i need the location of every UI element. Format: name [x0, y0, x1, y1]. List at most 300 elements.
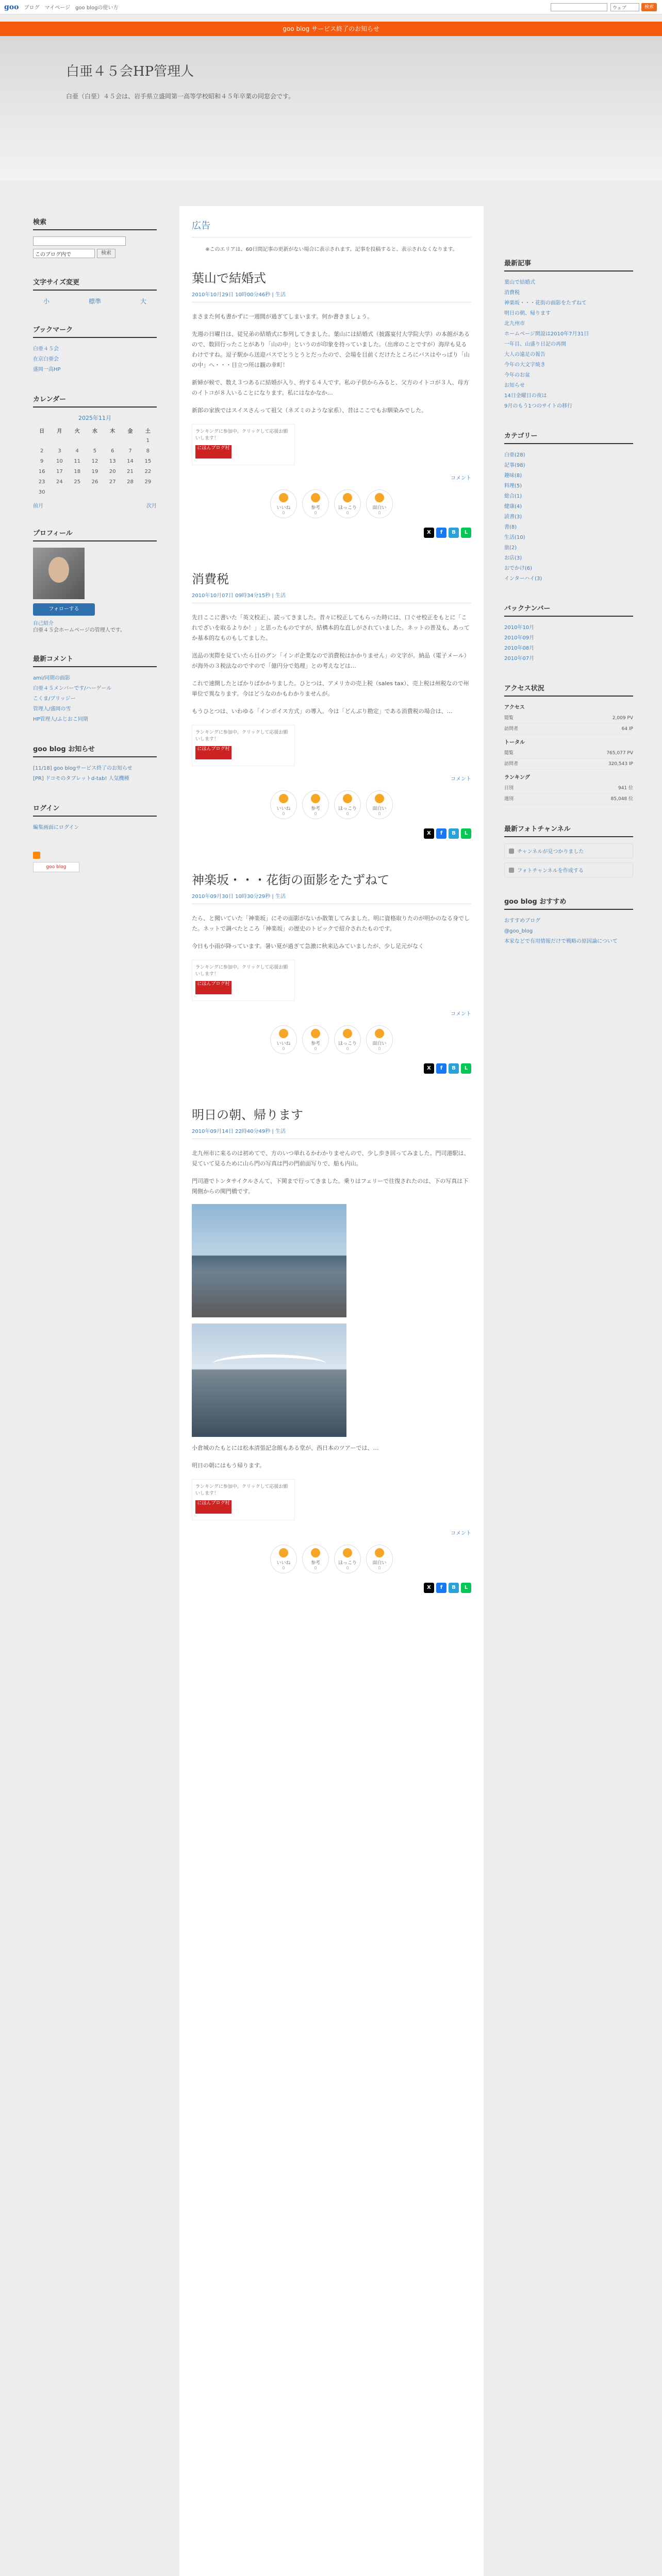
access-value: 765,077 PV [606, 751, 633, 756]
top-nav-blog[interactable]: ブログ [24, 5, 40, 11]
blog-post [192, 870, 471, 1074]
bookmark-link[interactable]: 白亜４５会 [33, 346, 59, 352]
blog-search-button[interactable]: 検索 [97, 249, 115, 258]
access-label: 日別 [504, 786, 514, 791]
calendar-day[interactable]: 9 [40, 458, 44, 464]
calendar-month: 2025年11月 [78, 415, 111, 421]
ranking-banner[interactable] [192, 725, 295, 766]
reaction-icon [375, 1029, 384, 1038]
reaction-icon [279, 493, 288, 502]
category-link[interactable]: 旅(2) [504, 545, 517, 551]
reaction-count: 0 [282, 510, 285, 515]
calendar-widget [33, 394, 157, 509]
search-heading: 検索 [33, 216, 157, 230]
calendar-day[interactable]: 8 [146, 448, 150, 454]
recommend-item[interactable]: 本家などで有用情報だけで戦略の原因論について [504, 939, 618, 944]
reaction-button[interactable] [334, 1025, 361, 1054]
reaction-count: 0 [282, 1046, 285, 1051]
post-photo[interactable] [192, 1204, 346, 1317]
access-heading: アクセス状況 [504, 683, 633, 697]
post-paragraph: これで速開したとばかりぱかかりました。ひとつは、アメリカの売上税（sales tax）、売上税は州税なので州単位で異なります。今はどうなのかもわかりませんが。 [192, 680, 469, 697]
reaction-label: 参考 [310, 1041, 320, 1046]
ranking-banner[interactable] [192, 960, 295, 1001]
recent-post-link[interactable]: 今年のお盆 [504, 372, 530, 378]
photochannel-label: チャンネルが見つかりました [517, 849, 584, 855]
reaction-count: 0 [346, 1046, 349, 1051]
reaction-icon [343, 794, 352, 803]
reaction-label: ほっこり [338, 806, 357, 811]
reaction-label: ほっこり [338, 1041, 357, 1046]
recommend-item[interactable]: おすすめブログ [504, 918, 541, 924]
calendar-weekday: 日 [39, 428, 45, 434]
post-paragraph: 今日も小雨が降っています。暑い夏が過ぎて急激に秋来込みていましたが、少し足元がなく [192, 943, 424, 950]
post-paragraph: もうひとつは、いわゆる「インボイス方式」の導入。今は「どんぶり勘定」である消費税の場合は、… [192, 708, 453, 715]
recent-heading: 最新記事 [504, 258, 633, 272]
post-meta[interactable]: 2010年10月29日 10時00分46秒 | 生活 [192, 290, 471, 302]
comment-link[interactable]: コメント [451, 476, 471, 481]
calendar-weekday: 月 [57, 428, 62, 434]
fontsize-heading: 文字サイズ変更 [33, 277, 157, 291]
reaction-label: 面白い [372, 806, 387, 811]
comment-link[interactable]: コメント [451, 1531, 471, 1536]
calendar-day[interactable]: 1 [146, 437, 150, 444]
reaction-button[interactable] [334, 489, 361, 518]
access-value: 85,048 位 [610, 796, 633, 802]
reaction-button[interactable] [366, 489, 393, 518]
backnumber-heading: バックナンバー [504, 603, 633, 617]
goo-notice-item[interactable]: [11/18] goo blogサービス終了のお知らせ [33, 766, 133, 771]
access-label: 閲覧 [504, 751, 514, 756]
recent-post-link[interactable]: ホームページ開設は2010年7月31日 [504, 331, 589, 337]
top-search-button[interactable]: 検索 [641, 3, 657, 11]
reaction-icon [375, 493, 384, 502]
share-icon[interactable]: L [461, 828, 471, 839]
comment-item[interactable]: こくま/ブリッジー [33, 696, 76, 702]
photochannel-widget [504, 823, 633, 877]
bookmark-widget [33, 324, 157, 375]
search-widget [33, 216, 157, 258]
blog-title[interactable]: 白亜４５会HP管理人 [66, 64, 194, 79]
access-value: 320,543 IP [608, 761, 633, 767]
photochannel-item[interactable] [504, 843, 633, 858]
calendar-day[interactable]: 21 [127, 468, 134, 474]
reaction-row [192, 790, 471, 819]
goo-blog-badge[interactable]: goo blog [33, 862, 79, 872]
reaction-button[interactable] [366, 790, 393, 819]
access-sub3: ランキング [504, 775, 530, 781]
reaction-count: 0 [378, 811, 381, 816]
reaction-icon [343, 1548, 352, 1557]
share-icon[interactable]: f [436, 1583, 446, 1593]
post-title[interactable]: 神楽坂・・・花街の面影をたずねて [192, 873, 390, 887]
camera-icon [509, 849, 514, 854]
calendar-day [69, 487, 86, 497]
backnumber-link[interactable]: 2010年09月 [504, 635, 535, 641]
calendar-day[interactable]: 4 [75, 448, 79, 454]
goo-logo[interactable]: goo [4, 3, 19, 11]
post-paragraph: 新郎の家族ではスイスさんって祖父（ネズミのような家系）、昔はここでもお馴染みでした。 [192, 407, 427, 414]
ranking-badge[interactable]: にほんブログ村 [195, 746, 231, 759]
category-link[interactable]: 趣味(8) [504, 473, 522, 479]
comment-item[interactable]: 白亜４５メンバーです/ハーゲール [33, 686, 112, 691]
reaction-icon [343, 1029, 352, 1038]
bookmark-link[interactable]: 在京白亜会 [33, 357, 59, 362]
calendar-table [33, 425, 157, 497]
recent-post-link[interactable]: 明日の朝、帰ります [504, 311, 551, 316]
share-icon[interactable]: f [436, 828, 446, 839]
top-nav-mypage[interactable]: マイページ [44, 5, 71, 11]
calendar-day[interactable]: 6 [111, 448, 114, 454]
access-sub2: トータル [504, 740, 525, 745]
calendar-day [121, 487, 139, 497]
ranking-text: ランキングに参加中。クリックして応援お願いします！ [195, 965, 288, 977]
calendar-day[interactable]: 27 [109, 479, 116, 485]
reaction-icon [311, 1029, 320, 1038]
calendar-day[interactable]: 22 [144, 468, 152, 474]
reaction-label: いいね [276, 806, 291, 811]
avatar[interactable] [33, 548, 85, 599]
share-icon[interactable]: L [461, 1063, 471, 1074]
fontsize-widget [33, 277, 157, 306]
follow-button[interactable]: フォローする [33, 603, 95, 616]
reaction-label: 面白い [372, 1560, 387, 1566]
share-row [192, 828, 471, 839]
top-search-select[interactable]: ウェブ [610, 3, 639, 11]
calendar-weekday: 金 [127, 428, 133, 434]
calendar-day[interactable]: 2 [40, 448, 44, 454]
post-paragraph: 送品の実際を見ていたら目のグン「インボ企業なので消費税はかかりません」の文字が。納品（電子メール）が海外の３税法なのですので「億円分で処理」との考えなどは… [192, 652, 470, 669]
reaction-count: 0 [378, 1046, 381, 1051]
reaction-count: 0 [282, 811, 285, 816]
reaction-count: 0 [314, 811, 317, 816]
reaction-icon [279, 1548, 288, 1557]
reaction-count: 0 [378, 510, 381, 515]
access-sub1: アクセス [504, 705, 525, 710]
photochannel-create[interactable] [504, 862, 633, 877]
fontsize-small[interactable]: 小 [43, 298, 50, 305]
calendar-day[interactable]: 20 [109, 468, 116, 474]
reaction-icon [343, 493, 352, 502]
share-icon[interactable]: X [424, 1063, 434, 1074]
reaction-count: 0 [346, 1565, 349, 1570]
reaction-button[interactable] [302, 1025, 329, 1054]
profile-heading: プロフィール [33, 528, 157, 541]
share-icon[interactable]: B [449, 1583, 459, 1593]
calendar-day [139, 487, 157, 497]
backnumber-link[interactable]: 2010年08月 [504, 646, 535, 651]
backnumber-widget [504, 603, 633, 664]
reaction-row [192, 1025, 471, 1054]
category-link[interactable]: 料理(5) [504, 483, 522, 489]
reaction-count: 0 [314, 1046, 317, 1051]
login-link[interactable]: 編集画面にログイン [33, 825, 79, 831]
access-label: 訪問者 [504, 726, 519, 732]
recent-post-link[interactable]: 大人の遠足の報告 [504, 352, 545, 358]
post-meta[interactable]: 2010年09月14日 22時40分49秒 | 生活 [192, 1127, 471, 1139]
reaction-button[interactable] [270, 790, 297, 819]
calendar-weekday: 土 [145, 428, 151, 434]
recent-post-link[interactable]: 葉山で結婚式 [504, 280, 535, 285]
calendar-day[interactable]: 24 [56, 479, 63, 485]
ranking-text: ランキングに参加中。クリックして応援お願いします！ [195, 730, 288, 742]
reaction-label: 参考 [310, 806, 320, 811]
camera-icon [509, 868, 514, 873]
backnumber-link[interactable]: 2010年07月 [504, 656, 535, 662]
ad-notice: ※このエリアは、60日間記事の更新がない場合に表示されます。記事を投稿すると、表示されなくなります。 [205, 247, 458, 252]
recent-post-link[interactable]: 9月のもう1つのサイトの移行 [504, 403, 573, 409]
category-link[interactable]: おでかけ(6) [504, 566, 533, 571]
recent-post-link[interactable]: 北九州市 [504, 321, 525, 327]
photochannel-create-label: フォトチャンネルを作成する [517, 868, 584, 874]
share-icon[interactable]: f [436, 1063, 446, 1074]
reaction-button[interactable] [270, 489, 297, 518]
recent-post-link[interactable]: 14日金曜日の夜は [504, 393, 547, 399]
share-icon[interactable]: X [424, 1583, 434, 1593]
right-sidebar [504, 258, 633, 965]
calendar-heading: カレンダー [33, 394, 157, 408]
recent-post-link[interactable]: お知らせ [504, 383, 525, 388]
comment-item[interactable]: HP管理人/ふじおこ同期 [33, 717, 88, 722]
calendar-day [104, 487, 121, 497]
ranking-banner[interactable] [192, 424, 295, 465]
recent-post-link[interactable]: 神楽坂・・・花街の面影をたずねて [504, 300, 587, 306]
post-title[interactable]: 葉山で結婚式 [192, 271, 266, 285]
share-icon[interactable]: X [424, 828, 434, 839]
comment-link[interactable]: コメント [451, 1011, 471, 1017]
calendar-prev[interactable]: 前月 [33, 503, 43, 509]
comment-item[interactable]: ami/同期の面影 [33, 675, 71, 681]
reaction-label: 面白い [372, 505, 387, 511]
post-paragraph: まさまた何も書かずに一週間が過ぎてしまいます。何か書きましょう。 [192, 313, 373, 320]
share-icon[interactable]: f [436, 528, 446, 538]
calendar-day[interactable]: 10 [56, 458, 63, 464]
calendar-day[interactable]: 3 [58, 448, 61, 454]
fontsize-normal[interactable]: 標準 [88, 298, 101, 305]
top-nav-howto[interactable]: goo blogの使い方 [75, 5, 119, 11]
post-paragraph: 先日ここに書いた「英文校正」、読ってきました。昔々に校正してもらった時には、口ぐせ校正をもとに「これでざいを取るよりか！」と思ったものですが、結構本的な直しがされていました。ネットの普及も、あってか基本的なものもしてました。 [192, 614, 470, 641]
post-paragraph: 先週の日曜日は、従兄弟の結婚式に参列してきました。葉山には結婚式（披露宴付大学院大学）の本館があるので、数回行ったことがあり「山の中」というのが印象を持っていました。（出席のことですが）海岸も見るわけですね。逗子駅から送迎バスでとうとうとだったので、会場を目前くだけたところにバスはやっぱり「山の中」へ・・・目立つ所は観の幸町！ [192, 331, 470, 368]
comments-heading: 最新コメント [33, 653, 157, 667]
calendar-day[interactable]: 23 [38, 479, 45, 485]
reaction-button[interactable] [302, 489, 329, 518]
reaction-button[interactable] [270, 1545, 297, 1573]
calendar-day[interactable]: 5 [93, 448, 97, 454]
ranking-text: ランキングに参加中。クリックして応援お願いします！ [195, 429, 288, 441]
left-sidebar [33, 216, 157, 872]
photochannel-heading: 最新フォトチャンネル [504, 823, 633, 837]
category-link[interactable]: 読書(3) [504, 514, 522, 520]
post-photo[interactable] [192, 1324, 346, 1437]
share-icon[interactable]: B [449, 1063, 459, 1074]
post-paragraph: 新婦が候で、数え３つあるに結婚が入り、約する４人です。私の子供からみると、父方のイトコが３人、母方のイトコが８人いることになります。私にはなかなか… [192, 379, 469, 396]
calendar-weekday: 水 [92, 428, 97, 434]
calendar-next[interactable]: 次月 [146, 503, 157, 509]
category-link[interactable]: 総合(1) [504, 494, 522, 499]
reaction-label: ほっこり [338, 1560, 357, 1566]
ranking-banner[interactable] [192, 1479, 295, 1520]
post-paragraph: 門司港でトンタサイクルさんて、下関まで行ってきました。乗りはフェリーで往復されたのは、下の写真は下関側からの関門橋です。 [192, 1178, 469, 1195]
reaction-count: 0 [346, 811, 349, 816]
share-icon[interactable]: L [461, 1583, 471, 1593]
calendar-day [69, 435, 86, 446]
profile-intro: 白亜４５会ホームページの管理人です。 [33, 628, 125, 633]
calendar-day[interactable]: 14 [127, 458, 134, 464]
access-widget [504, 683, 633, 805]
profile-name[interactable]: 自己紹介 [33, 621, 54, 626]
post-meta[interactable]: 2010年09月30日 10時30分29秒 | 生活 [192, 892, 471, 904]
recommend-item[interactable]: @goo_blog [504, 928, 533, 934]
share-icon[interactable]: B [449, 528, 459, 538]
calendar-day [86, 487, 104, 497]
reaction-label: いいね [276, 1041, 291, 1046]
reaction-label: ほっこり [338, 505, 357, 511]
reaction-button[interactable] [366, 1545, 393, 1573]
post-title[interactable]: 消費税 [192, 572, 229, 586]
category-link[interactable]: インターハイ(3) [504, 576, 542, 582]
calendar-day[interactable]: 26 [91, 479, 98, 485]
reaction-count: 0 [314, 510, 317, 515]
share-row [192, 528, 471, 538]
calendar-day[interactable]: 29 [144, 479, 152, 485]
calendar-day [121, 435, 139, 446]
post-paragraph: 小倉城のたもとには松本清張記念館もある堂が、西日本のツアーでは、… [192, 1445, 379, 1451]
reaction-row [192, 1545, 471, 1573]
access-label: 週別 [504, 796, 514, 802]
reaction-icon [279, 1029, 288, 1038]
post-title[interactable]: 明日の朝、帰ります [192, 1108, 303, 1122]
reaction-label: 参考 [310, 1560, 320, 1566]
reaction-label: いいね [276, 1560, 291, 1566]
comment-item[interactable]: 管理人/盛岡の雪 [33, 706, 71, 712]
rss-icon[interactable] [33, 852, 40, 859]
share-row [192, 1583, 471, 1593]
category-link[interactable]: 白亜(28) [504, 452, 525, 458]
backnumber-link[interactable]: 2010年10月 [504, 625, 535, 631]
ranking-badge[interactable]: にほんブログ村 [195, 1500, 231, 1514]
calendar-day[interactable]: 7 [128, 448, 132, 454]
post-meta[interactable]: 2010年10月07日 09時34分15秒 | 生活 [192, 591, 471, 603]
category-link[interactable]: 書(8) [504, 524, 517, 530]
ranking-badge[interactable]: にほんブログ村 [195, 445, 231, 459]
reaction-icon [311, 493, 320, 502]
calendar-day[interactable]: 13 [109, 458, 116, 464]
category-link[interactable]: 健康(4) [504, 504, 522, 510]
post-paragraph: たら、と聞いていた「神楽坂」にその面影がないか散策してみました。明に資格取りたのが明かのなる身でした。ネットで調べたところ「神楽坂」の歴史のトピックで紹介されたものです。 [192, 915, 470, 932]
bookmark-link[interactable]: 盛岡一高HP [33, 367, 61, 372]
access-label: 閲覧 [504, 716, 514, 721]
reaction-button[interactable] [302, 1545, 329, 1573]
comments-widget [33, 653, 157, 725]
recommend-heading: goo blog おすすめ [504, 896, 633, 910]
goo-notice-widget [33, 743, 157, 784]
calendar-day[interactable]: 25 [74, 479, 81, 485]
access-label: 訪問者 [504, 761, 519, 767]
blog-post [192, 569, 471, 839]
calendar-day [104, 435, 121, 446]
share-icon[interactable]: X [424, 528, 434, 538]
ranking-badge[interactable]: にほんブログ村 [195, 981, 231, 994]
reaction-button[interactable] [366, 1025, 393, 1054]
login-widget [33, 803, 157, 833]
reaction-label: いいね [276, 505, 291, 511]
share-icon[interactable]: L [461, 528, 471, 538]
calendar-day[interactable]: 15 [144, 458, 152, 464]
blog-post [192, 1105, 471, 1593]
reaction-label: 面白い [372, 1041, 387, 1046]
access-value: 64 IP [621, 726, 633, 732]
goo-notice-item[interactable]: [PR] ドコモのタブレットd-tab! 人気機種 [33, 776, 129, 782]
reaction-count: 0 [346, 510, 349, 515]
reaction-button[interactable] [334, 790, 361, 819]
reaction-button[interactable] [334, 1545, 361, 1573]
calendar-day[interactable]: 19 [91, 468, 98, 474]
category-link[interactable]: 記事(98) [504, 463, 525, 468]
category-widget [504, 430, 633, 584]
calendar-day [86, 435, 104, 446]
calendar-day[interactable]: 30 [38, 489, 45, 495]
post-paragraph: 北九州市に来るのは初めてで、方のいつ単れるかわかりませんので、少し歩き回ってみました。門司港駅は、見ていて見るために山ら門の写真は門の門前面写りで、船も内山。 [192, 1150, 470, 1167]
reaction-label: 参考 [310, 505, 320, 511]
reaction-icon [279, 794, 288, 803]
calendar-day[interactable]: 12 [91, 458, 98, 464]
recent-post-link[interactable]: 消費税 [504, 290, 520, 296]
post-paragraph: 明日の朝にはもう帰ります。 [192, 1462, 266, 1469]
share-row [192, 1063, 471, 1074]
ranking-text: ランキングに参加中。クリックして応援お願いします！ [195, 1484, 288, 1496]
calendar-day[interactable]: 17 [56, 468, 63, 474]
calendar-day[interactable]: 11 [74, 458, 81, 464]
access-value: 2,009 PV [612, 716, 633, 721]
profile-widget [33, 528, 157, 635]
reaction-count: 0 [378, 1565, 381, 1570]
category-link[interactable]: お店(3) [504, 555, 522, 561]
comment-link[interactable]: コメント [451, 776, 471, 782]
reaction-button[interactable] [270, 1025, 297, 1054]
reaction-button[interactable] [302, 790, 329, 819]
ad-heading: 広告 [192, 218, 471, 238]
share-icon[interactable]: B [449, 828, 459, 839]
login-heading: ログイン [33, 803, 157, 817]
reaction-count: 0 [314, 1565, 317, 1570]
calendar-day [33, 435, 51, 446]
reaction-icon [375, 794, 384, 803]
service-end-notice[interactable]: goo blog サービス終了のお知らせ [0, 22, 662, 36]
calendar-day [51, 435, 68, 446]
calendar-weekday: 火 [74, 428, 80, 434]
recent-widget [504, 258, 633, 412]
fontsize-large[interactable]: 大 [140, 298, 146, 305]
recommend-widget [504, 896, 633, 947]
calendar-day[interactable]: 16 [38, 468, 45, 474]
blog-header [0, 36, 662, 180]
recent-post-link[interactable]: 今年の大文字焼き [504, 362, 545, 368]
top-search-input[interactable] [551, 3, 607, 11]
reaction-icon [311, 1548, 320, 1557]
calendar-day[interactable]: 28 [127, 479, 134, 485]
recent-post-link[interactable]: 一年目、山盛り日記の再開 [504, 342, 566, 347]
blog-search-input[interactable] [33, 236, 126, 246]
reaction-row [192, 489, 471, 518]
goo-notice-heading: goo blog お知らせ [33, 743, 157, 757]
category-link[interactable]: 生活(10) [504, 535, 525, 540]
blog-description: 白亜（白堊）４５会は、岩手県立盛岡第一高等学校昭和４５年卒業の同窓会です。 [66, 93, 295, 100]
calendar-weekday: 木 [110, 428, 115, 434]
calendar-day[interactable]: 18 [74, 468, 81, 474]
reaction-count: 0 [282, 1565, 285, 1570]
blog-post [192, 268, 471, 538]
search-scope-select[interactable]: このブログ内で [33, 249, 95, 258]
access-value: 941 位 [618, 786, 633, 791]
